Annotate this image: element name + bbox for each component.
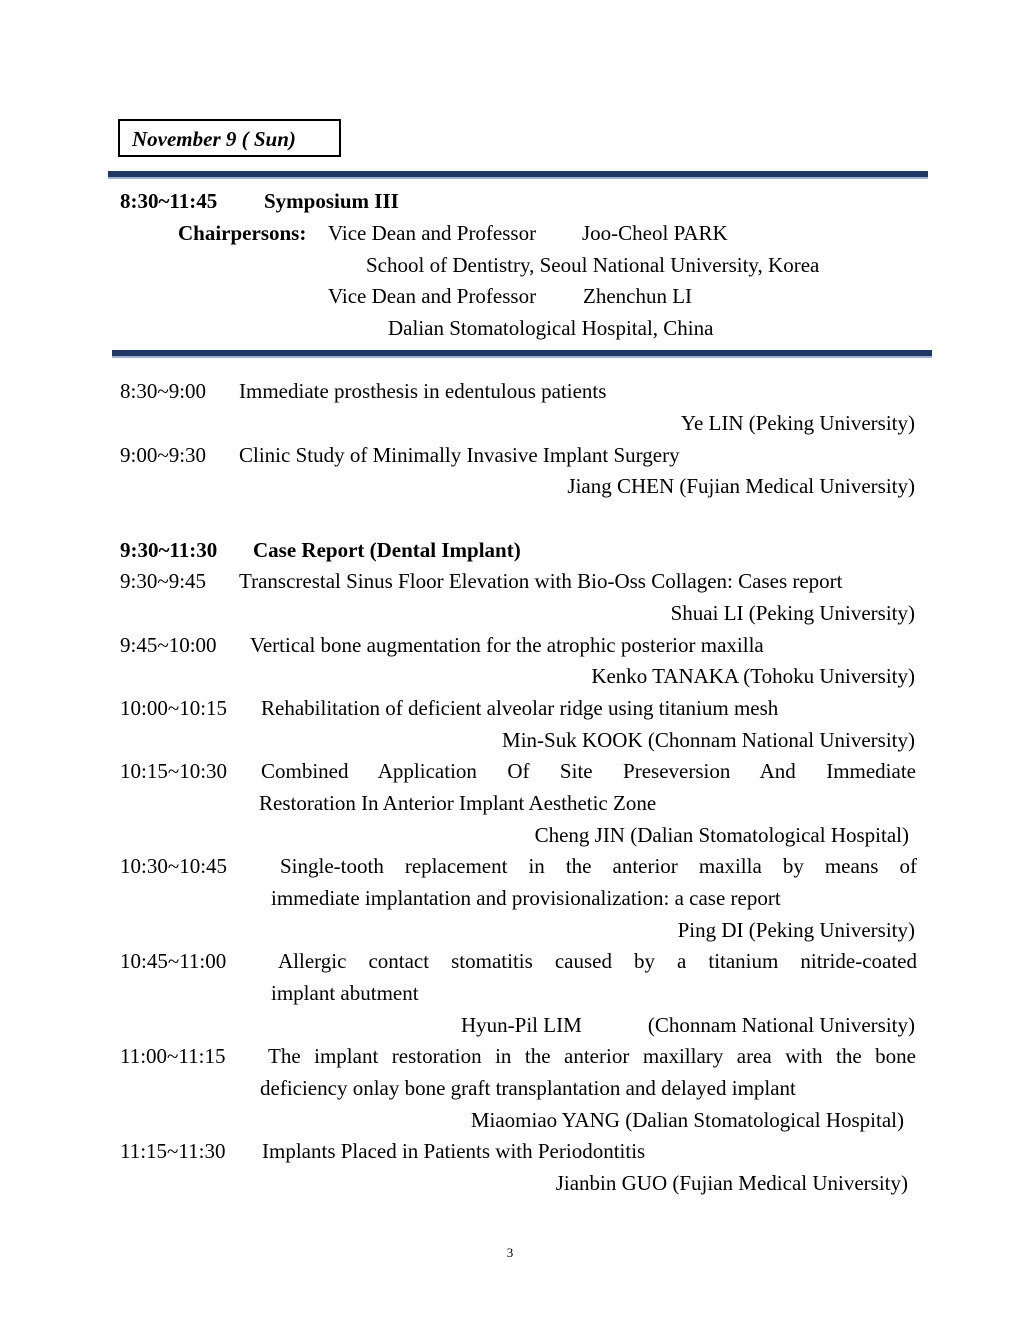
talk-2-time: 9:00~9:30	[120, 443, 207, 467]
case-report-title: Case Report (Dental Implant)	[253, 538, 521, 562]
case-3-time: 10:00~10:15	[120, 696, 228, 720]
page-number: 3	[506, 1245, 514, 1260]
case-5-title-line2: immediate implantation and provisionalization: a case report	[271, 886, 781, 910]
case-7-title-line2: deficiency onlay bone graft transplantation and delayed implant	[260, 1076, 796, 1100]
case-4-title-line1: Combined Application Of Site Preseversion And Immediate	[261, 759, 916, 783]
case-6-speaker-affiliation: (Chonnam National University)	[647, 1013, 915, 1037]
section-divider	[112, 350, 932, 358]
chair-1-name: Joo-Cheol PARK	[582, 221, 728, 245]
case-report-time: 9:30~11:30	[120, 538, 218, 562]
chairpersons-label: Chairpersons:	[178, 221, 307, 245]
talk-2-speaker: Jiang CHEN (Fujian Medical University)	[567, 474, 915, 498]
case-7-title-line1: The implant restoration in the anterior maxillary area with the bone	[268, 1044, 916, 1068]
chair-1-role: Vice Dean and Professor	[328, 221, 537, 245]
chair-2-name: Zhenchun LI	[583, 284, 693, 308]
case-6-title-line1: Allergic contact stomatitis caused by a titanium nitride-coated	[278, 949, 917, 973]
case-1-speaker: Shuai LI (Peking University)	[670, 601, 915, 625]
case-1-time: 9:30~9:45	[120, 569, 207, 593]
case-6-time: 10:45~11:00	[120, 949, 227, 973]
case-2-speaker: Kenko TANAKA (Tohoku University)	[591, 664, 915, 688]
chair-2-affiliation: Dalian Stomatological Hospital, China	[388, 316, 714, 340]
case-2-title: Vertical bone augmentation for the atrophic posterior maxilla	[250, 633, 764, 657]
symposium-title: Symposium III	[264, 189, 399, 213]
case-8-speaker: Jianbin GUO (Fujian Medical University)	[555, 1171, 908, 1195]
talk-2-title: Clinic Study of Minimally Invasive Implant Surgery	[239, 443, 680, 467]
case-2-time: 9:45~10:00	[120, 633, 217, 657]
case-5-time: 10:30~10:45	[120, 854, 228, 878]
case-5-title-line1: Single-tooth replacement in the anterior maxilla by means of	[280, 854, 917, 878]
case-3-speaker: Min-Suk KOOK (Chonnam National University)	[502, 728, 915, 752]
case-4-time: 10:15~10:30	[120, 759, 228, 783]
chair-1-affiliation: School of Dentistry, Seoul National University, Korea	[366, 253, 820, 277]
chair-2-role: Vice Dean and Professor	[328, 284, 537, 308]
top-divider	[108, 171, 928, 179]
date-box: November 9 ( Sun)	[118, 119, 341, 157]
talk-1-time: 8:30~9:00	[120, 379, 207, 403]
case-7-speaker: Miaomiao YANG (Dalian Stomatological Hospital)	[470, 1108, 904, 1132]
case-1-title: Transcrestal Sinus Floor Elevation with Bio-Oss Collagen: Cases report	[239, 569, 843, 593]
case-3-title: Rehabilitation of deficient alveolar ridge using titanium mesh	[261, 696, 779, 720]
case-4-speaker: Cheng JIN (Dalian Stomatological Hospital)	[534, 823, 909, 847]
symposium-time: 8:30~11:45	[120, 189, 218, 213]
case-5-speaker: Ping DI (Peking University)	[677, 918, 915, 942]
case-6-title-line2: implant abutment	[271, 981, 419, 1005]
case-7-time: 11:00~11:15	[120, 1044, 226, 1068]
talk-1-title: Immediate prosthesis in edentulous patients	[239, 379, 607, 403]
case-4-title-line2: Restoration In Anterior Implant Aesthetic Zone	[259, 791, 657, 815]
case-6-speaker-name: Hyun-Pil LIM	[461, 1013, 582, 1037]
case-8-time: 11:15~11:30	[120, 1139, 226, 1163]
talk-1-speaker: Ye LIN (Peking University)	[680, 411, 915, 435]
case-8-title: Implants Placed in Patients with Periodontitis	[262, 1139, 646, 1163]
